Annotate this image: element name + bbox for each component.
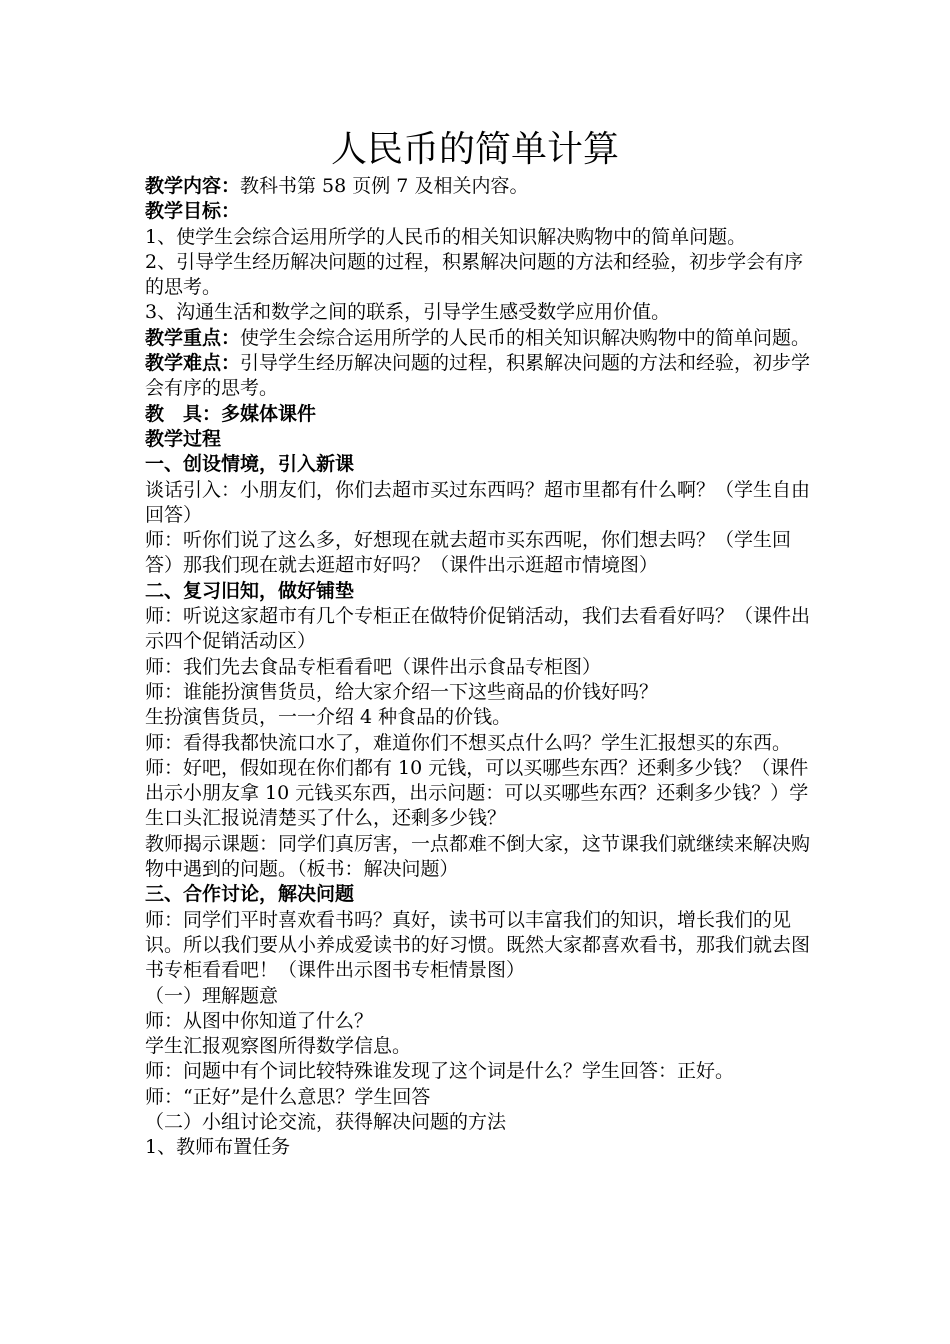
teaching-key-line (145, 326, 817, 351)
section-3-paragraph-1: 师：同学们平时喜欢看书吗？真好，读书可以丰富我们的知识，增长我们的见识。所以我们要从小养成爱读书的好习惯。既然大家都喜欢看书，那我们就去图书专柜看看吧！（课件出示图书专柜情景图） (145, 908, 811, 982)
document-title: 人民币的简单计算 (330, 129, 619, 170)
section-3-paragraph-2: 师：从图中你知道了什么？ (145, 1009, 374, 1032)
goal-3: 3、沟通生活和数学之间的联系，引导学生感受数学应用价值。 (145, 301, 671, 324)
teaching-key-text: 使学生会综合运用所学的人民币的相关知识解决购物中的简单问题。 (240, 326, 811, 349)
section-1-paragraph-1: 谈话引入：小朋友们，你们去超市买过东西吗？超市里都有什么啊？（学生自由回答） (145, 478, 811, 526)
teaching-process-heading: 教学过程 (145, 427, 222, 450)
section-3-heading: 三、合作讨论，解决问题 (145, 883, 355, 906)
section-2-paragraph-1: 师：听说这家超市有几个专柜正在做特价促销活动，我们去看看好吗？（课件出示四个促销活动区） (145, 605, 811, 653)
teaching-content-line (145, 174, 817, 199)
teaching-key-label: 教学重点： (145, 326, 241, 349)
teaching-goals-label: 教学目标： (145, 200, 241, 223)
section-3-paragraph-4: 师：问题中有个词比较特殊谁发现了这个词是什么？学生回答：正好。 (145, 1060, 735, 1083)
section-3-paragraph-6: 1、教师布置任务 (145, 1136, 291, 1159)
teaching-difficulty-line (145, 351, 817, 402)
goal-2: 2、引导学生经历解决问题的过程，积累解决问题的方法和经验，初步学会有序的思考。 (145, 250, 804, 299)
section-2-paragraph-4: 生扮演售货员，一一介绍 4 种食品的价钱。 (145, 706, 512, 729)
section-2-paragraph-7: 教师揭示课题：同学们真厉害，一点都难不倒大家，这节课我们就继续来解决购物中遇到的问题。（板书：解决问题） (145, 832, 811, 881)
section-2-paragraph-2: 师：我们先去食品专柜看看吧（课件出示食品专柜图） (145, 655, 602, 678)
teaching-tools-line: 教 具：多媒体课件 (145, 402, 317, 425)
section-3-subheading-2: （二）小组讨论交流，获得解决问题的方法 (145, 1110, 507, 1133)
section-1-paragraph-2: 师：听你们说了这么多，好想现在就去超市买东西呢，你们想去吗？（学生回答）那我们现在就去逛超市好吗？（课件出示逛超市情境图） (145, 529, 792, 577)
section-2-paragraph-6: 师：好吧，假如现在你们都有 10 元钱，可以买哪些东西？还剩多少钱？（课件出示小朋友拿 10 元钱买东西，出示问题：可以买哪些东西？还剩多少钱？）学生口头汇报说清楚买了什么，还剩多少钱？ (145, 756, 809, 830)
section-1-heading: 一、创设情境，引入新课 (145, 453, 355, 476)
teaching-content-text: 教科书第 58 页例 7 及相关内容。 (240, 175, 529, 197)
section-2-paragraph-5: 师：看得我都快流口水了，难道你们不想买点什么吗？学生汇报想买的东西。 (145, 731, 792, 754)
section-3-paragraph-3: 学生汇报观察图所得数学信息。 (145, 1035, 412, 1058)
teaching-difficulty-text: 引导学生经历解决问题的过程，积累解决问题的方法和经验，初步学会有序的思考。 (145, 352, 811, 400)
teaching-content-label: 教学内容： (145, 175, 241, 197)
section-3-paragraph-5: 师：“正好”是什么意思？学生回答 (145, 1085, 431, 1108)
section-2-paragraph-3: 师：谁能扮演售货员，给大家介绍一下这些商品的价钱好吗？ (145, 680, 659, 703)
document-body (145, 174, 817, 1161)
goal-1: 1、使学生会综合运用所学的人民币的相关知识解决购物中的简单问题。 (145, 225, 747, 248)
section-3-subheading-1: （一）理解题意 (145, 984, 279, 1007)
section-2-heading: 二、复习旧知，做好铺垫 (145, 579, 355, 602)
teaching-difficulty-label: 教学难点： (145, 352, 241, 375)
